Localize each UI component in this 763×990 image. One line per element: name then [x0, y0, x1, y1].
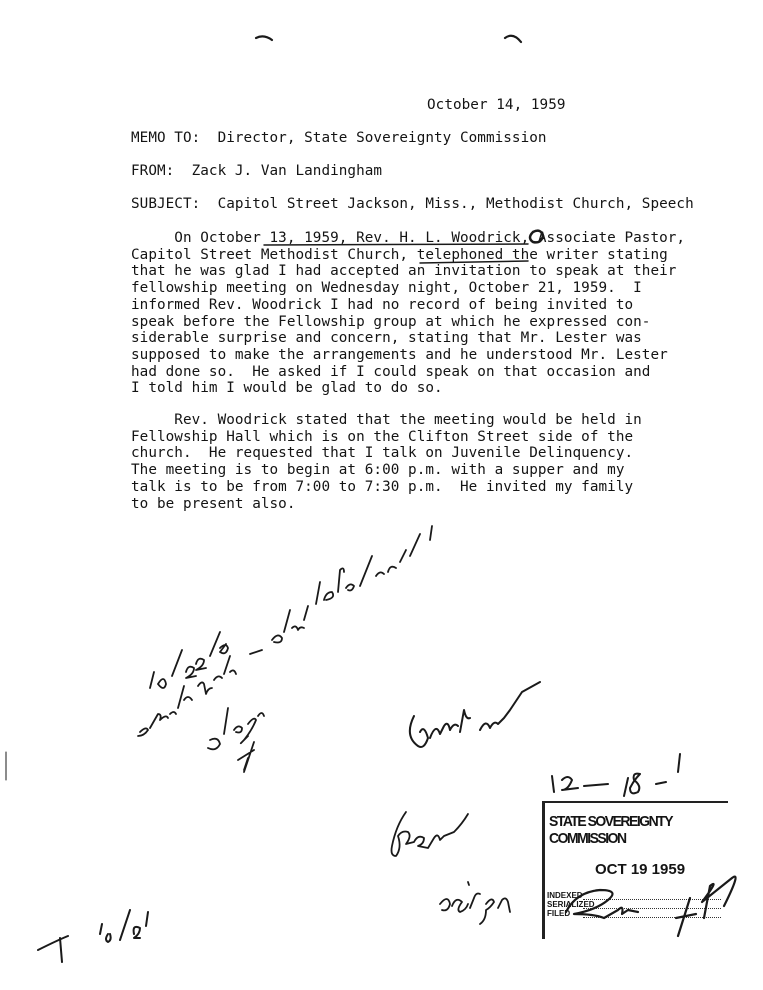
- handwritten-file-number: [552, 754, 680, 796]
- subject-line: SUBJECT: Capitol Street Jackson, Miss., Methodist Church, Speech: [131, 196, 694, 212]
- body-paragraph-2: Rev. Woodrick stated that the meeting would be held in Fellowship Hall which is on the Clifton Street side of the church. He requested that I talk on Juvenile Delinquency. The meeting is to begin at 6:00 p.m. with a supper and my talk is to be from 7:00 to 7:30 p.m. He invited my family to be present also.: [131, 412, 642, 512]
- stamp-date: OCT 19 1959: [595, 861, 686, 878]
- memo-to-line: MEMO TO: Director, State Sovereignty Commission: [131, 130, 547, 146]
- handwritten-assign: [440, 882, 510, 924]
- handwritten-date-bottom-left: [38, 910, 148, 962]
- top-mark-left: [256, 36, 272, 40]
- top-mark-right: [505, 36, 521, 42]
- stamp-indexed-label: INDEXED: [547, 891, 583, 900]
- body-paragraph-1: On October 13, 1959, Rev. H. L. Woodrick, Associate Pastor, Capitol Street Methodist Church, telephoned the writer stating that he was glad I had accepted an invitation to speak at their fellowship meeting on Wednesday night, October 21, 1959. I informed Rev. Woodrick I had no record of being invited to speak before the Fellowship group at which he expressed con- siderable surprise and concern, stating that Mr. Lester was supposed to make the arrangements and he understood Mr. Lester had done so. He asked if I could speak on that occasion and I told him I would be glad to do so.: [131, 230, 686, 397]
- stamp-filed-rule: [583, 917, 721, 918]
- from-line: FROM: Zack J. Van Landingham: [131, 163, 383, 179]
- stamp-filed-label: FILED: [547, 909, 571, 918]
- stamp-title: STATE SOVEREIGNTY COMMISSION: [549, 813, 672, 847]
- handwritten-note-diagonal: [138, 526, 432, 772]
- handwritten-initials-center: [410, 682, 540, 747]
- stamp-serialized-rule: [583, 908, 721, 909]
- stamp-serialized-label: SERIALIZED: [547, 900, 595, 909]
- memo-date: October 14, 1959: [427, 97, 566, 113]
- handwritten-note-lower: [392, 812, 469, 856]
- stamp-indexed-rule: [583, 899, 721, 900]
- commission-received-stamp: [542, 801, 728, 939]
